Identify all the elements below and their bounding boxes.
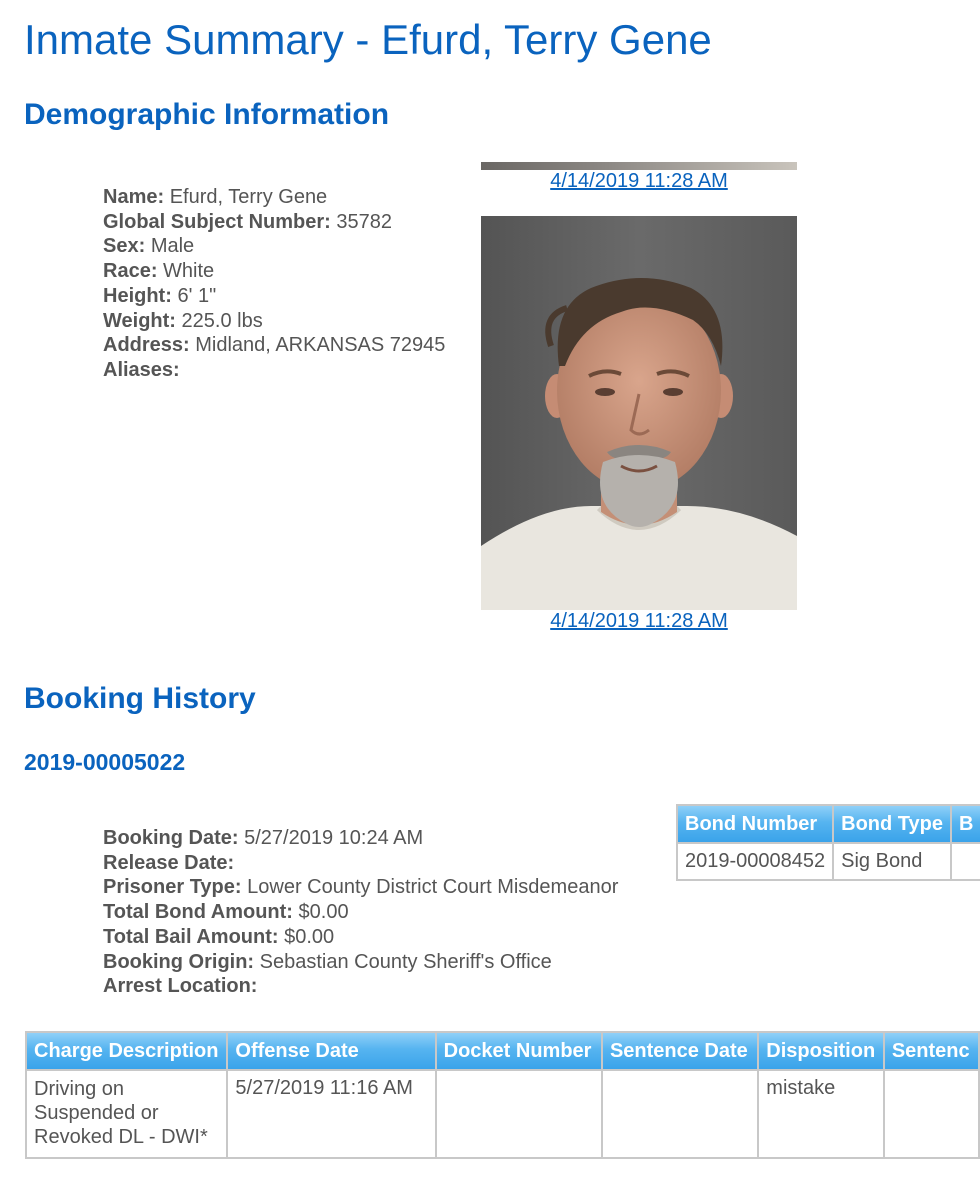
charge-col-docket-number: Docket Number <box>436 1032 602 1070</box>
info-row-sex <box>103 234 445 259</box>
info-label: Arrest Location: <box>103 975 258 998</box>
info-row-name <box>103 185 445 210</box>
bond-number-cell: 2019-00008452 <box>677 843 833 880</box>
charge-table-header-row <box>26 1032 979 1070</box>
charge-table <box>25 1031 980 1159</box>
info-label: Sex: <box>103 235 146 258</box>
info-label: Total Bond Amount: <box>103 901 293 924</box>
info-row-aliases <box>103 358 445 383</box>
charge-col-description: Charge Description <box>26 1032 227 1070</box>
table-row <box>26 1070 979 1158</box>
info-value: $0.00 <box>284 925 335 948</box>
booking-row-release-date <box>103 851 618 876</box>
docket-number-cell <box>436 1070 602 1158</box>
photo-date-link-top[interactable]: 4/14/2019 11:28 AM <box>550 170 728 192</box>
bond-col-truncated: B <box>951 805 980 843</box>
bond-col-bond-type: Bond Type <box>833 805 951 843</box>
bond-table-header-row <box>677 805 980 843</box>
previous-photo-thumbnail[interactable] <box>481 162 797 170</box>
info-label: Booking Date: <box>103 827 239 849</box>
info-value: White <box>163 260 215 283</box>
booking-row-prisoner-type <box>103 875 618 900</box>
charge-col-disposition: Disposition <box>758 1032 884 1070</box>
info-label: Booking Origin: <box>103 950 255 973</box>
info-value: Efurd, Terry Gene <box>169 186 328 208</box>
info-label: Height: <box>103 284 172 307</box>
charge-col-offense-date: Offense Date <box>227 1032 435 1070</box>
booking-row-arrest-location <box>103 974 618 999</box>
info-row-address <box>103 333 445 358</box>
booking-row-booking-date <box>103 826 618 851</box>
info-value: 225.0 lbs <box>181 309 263 332</box>
info-label: Total Bail Amount: <box>103 925 279 948</box>
info-label: Prisoner Type: <box>103 876 242 899</box>
sentence-date-cell <box>602 1070 758 1158</box>
mugshot-photo[interactable] <box>481 216 797 610</box>
info-label: Aliases: <box>103 358 180 381</box>
booking-history-heading: Booking History <box>24 682 256 715</box>
charge-description-cell: Driving on Suspended or Revoked DL - DWI* <box>26 1070 227 1158</box>
info-row-race <box>103 259 445 284</box>
info-label: Name: <box>103 186 165 208</box>
info-row-height <box>103 284 445 309</box>
info-value: Sebastian County Sheriff's Office <box>259 950 552 973</box>
info-label: Global Subject Number: <box>103 210 331 233</box>
info-value: 5/27/2019 10:24 AM <box>244 827 424 849</box>
info-value: 6' 1" <box>177 284 217 307</box>
disposition-cell: mistake <box>758 1070 884 1158</box>
info-label: Release Date: <box>103 851 235 874</box>
booking-row-total-bond <box>103 900 618 925</box>
booking-info-list <box>103 826 618 999</box>
page-title: Inmate Summary - Efurd, Terry Gene <box>24 16 712 63</box>
info-value: Lower County District Court Misdemeanor <box>247 876 619 899</box>
sentence-truncated-cell <box>884 1070 979 1158</box>
info-row-global-subject-number <box>103 210 445 235</box>
offense-date-cell: 5/27/2019 11:16 AM <box>227 1070 435 1158</box>
info-label: Address: <box>103 334 190 357</box>
booking-row-total-bail <box>103 925 618 950</box>
charge-col-sentence-truncated: Sentenc <box>884 1032 979 1070</box>
table-row <box>677 843 980 880</box>
info-row-weight <box>103 309 445 334</box>
bond-col-bond-number: Bond Number <box>677 805 833 843</box>
info-value: 35782 <box>336 210 392 233</box>
bond-table <box>676 804 980 881</box>
bond-truncated-cell <box>951 843 980 880</box>
demographic-info-list <box>103 185 445 383</box>
booking-row-booking-origin <box>103 950 618 975</box>
info-value: Male <box>150 235 195 258</box>
demographic-heading: Demographic Information <box>24 98 390 131</box>
charge-col-sentence-date: Sentence Date <box>602 1032 758 1070</box>
photo-date-link-bottom[interactable]: 4/14/2019 11:28 AM <box>550 610 728 632</box>
info-value: $0.00 <box>298 901 349 924</box>
info-label: Weight: <box>103 309 176 332</box>
info-value: Midland, ARKANSAS 72945 <box>195 334 446 357</box>
booking-number-heading: 2019-00005022 <box>24 749 186 775</box>
bond-type-cell: Sig Bond <box>833 843 951 880</box>
info-label: Race: <box>103 260 158 283</box>
